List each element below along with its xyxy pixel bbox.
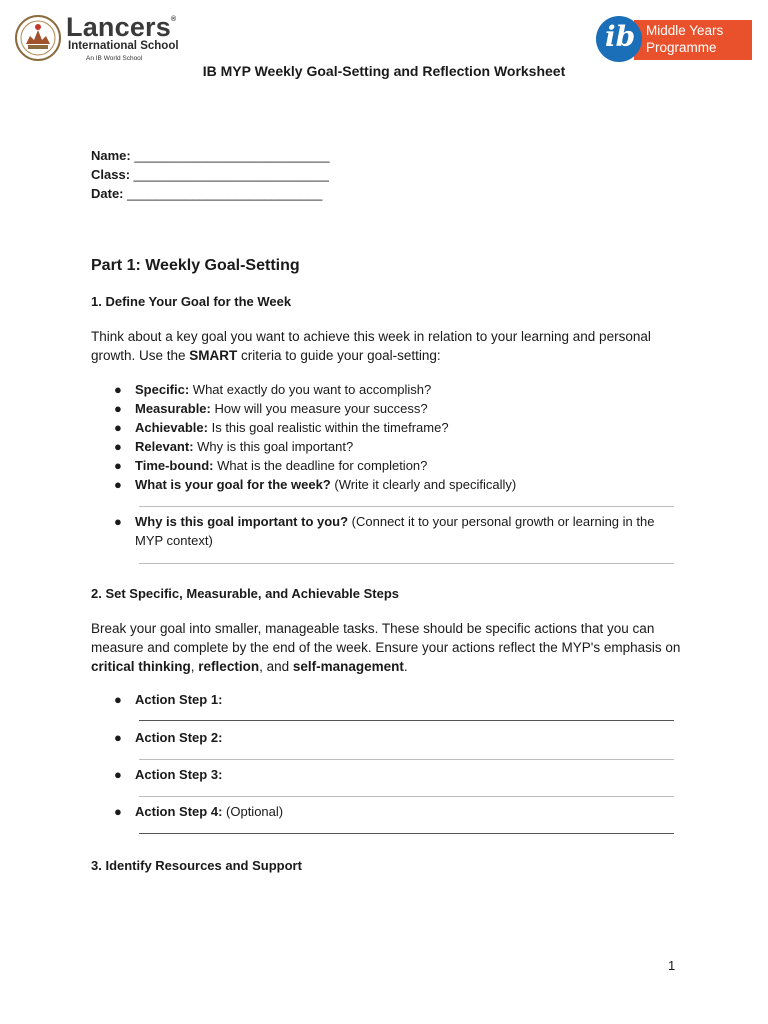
field-label: Class: (91, 167, 131, 182)
why-goal-list (114, 512, 684, 550)
goal-answer-line[interactable] (139, 506, 674, 507)
section1-heading: 1. Define Your Goal for the Week (91, 294, 292, 309)
list-item: ● Action Step 1: (114, 692, 223, 707)
school-subtitle: International School (68, 40, 179, 52)
section2-intro: Break your goal into smaller, manageable tasks. These should be specific actions that you can measure and complete by the end of the week. Ensure your actions reflect the MYP's emphasis on critical thinking, reflection, and self-management. (91, 621, 681, 674)
school-logo (14, 12, 194, 68)
why-answer-line[interactable] (139, 563, 674, 564)
action-step-3-line[interactable] (139, 796, 674, 797)
programme-line-1: Middle Years (646, 23, 724, 38)
list-item: ● Specific: What exactly do you want to accomplish? (114, 382, 432, 397)
school-tagline: An IB World School (86, 55, 143, 62)
part1-heading: Part 1: Weekly Goal-Setting (91, 257, 300, 274)
action-step-3 (114, 765, 684, 784)
school-seal-icon (14, 14, 62, 62)
field-blank: ___________________________ (127, 186, 323, 201)
list-item: ● Action Step 3: (114, 767, 223, 782)
section2-heading: 2. Set Specific, Measurable, and Achievable Steps (91, 586, 400, 601)
class-field[interactable] (91, 167, 329, 182)
list-item: ● Time-bound: What is the deadline for completion? (114, 458, 428, 473)
field-blank: ___________________________ (134, 148, 330, 163)
action-step-2-line[interactable] (139, 759, 674, 760)
smart-criteria-list (114, 380, 684, 494)
programme-line-2: Programme (646, 40, 717, 55)
action-step-1-line[interactable] (139, 720, 674, 721)
ib-logo-text: ib (605, 20, 636, 53)
list-item: ● Measurable: How will you measure your success? (114, 401, 428, 416)
list-item: ● Achievable: Is this goal realistic within the timeframe? (114, 420, 449, 435)
worksheet-title: IB MYP Weekly Goal-Setting and Reflection Worksheet (202, 63, 566, 79)
list-item: ● What is your goal for the week? (Write it clearly and specifically) (114, 477, 517, 492)
programme-banner (634, 20, 752, 60)
name-field[interactable] (91, 148, 330, 163)
page-number: 1 (668, 958, 676, 973)
field-label: Date: (91, 186, 124, 201)
action-step-4 (114, 802, 684, 821)
list-item: ● Why is this goal important to you? (Connect it to your personal growth or learning in the MYP context) (114, 514, 655, 548)
ib-myp-logo (594, 14, 754, 66)
ib-circle-icon (596, 16, 642, 62)
list-item: ● Action Step 2: (114, 730, 223, 745)
list-item: ● Relevant: Why is this goal important? (114, 439, 354, 454)
action-step-4-line[interactable] (139, 833, 674, 834)
section1-intro: Think about a key goal you want to achieve this week in relation to your learning and personal growth. Use the SMART criteria to guide your goal-setting: (91, 329, 651, 363)
list-item: ● Action Step 4: (Optional) (114, 804, 284, 819)
field-label: Name: (91, 148, 131, 163)
section3-heading: 3. Identify Resources and Support (91, 858, 302, 873)
date-field[interactable] (91, 186, 322, 201)
action-step-1 (114, 690, 684, 709)
field-blank: ___________________________ (133, 167, 329, 182)
action-step-2 (114, 728, 684, 747)
school-name: Lancers® (66, 12, 177, 42)
